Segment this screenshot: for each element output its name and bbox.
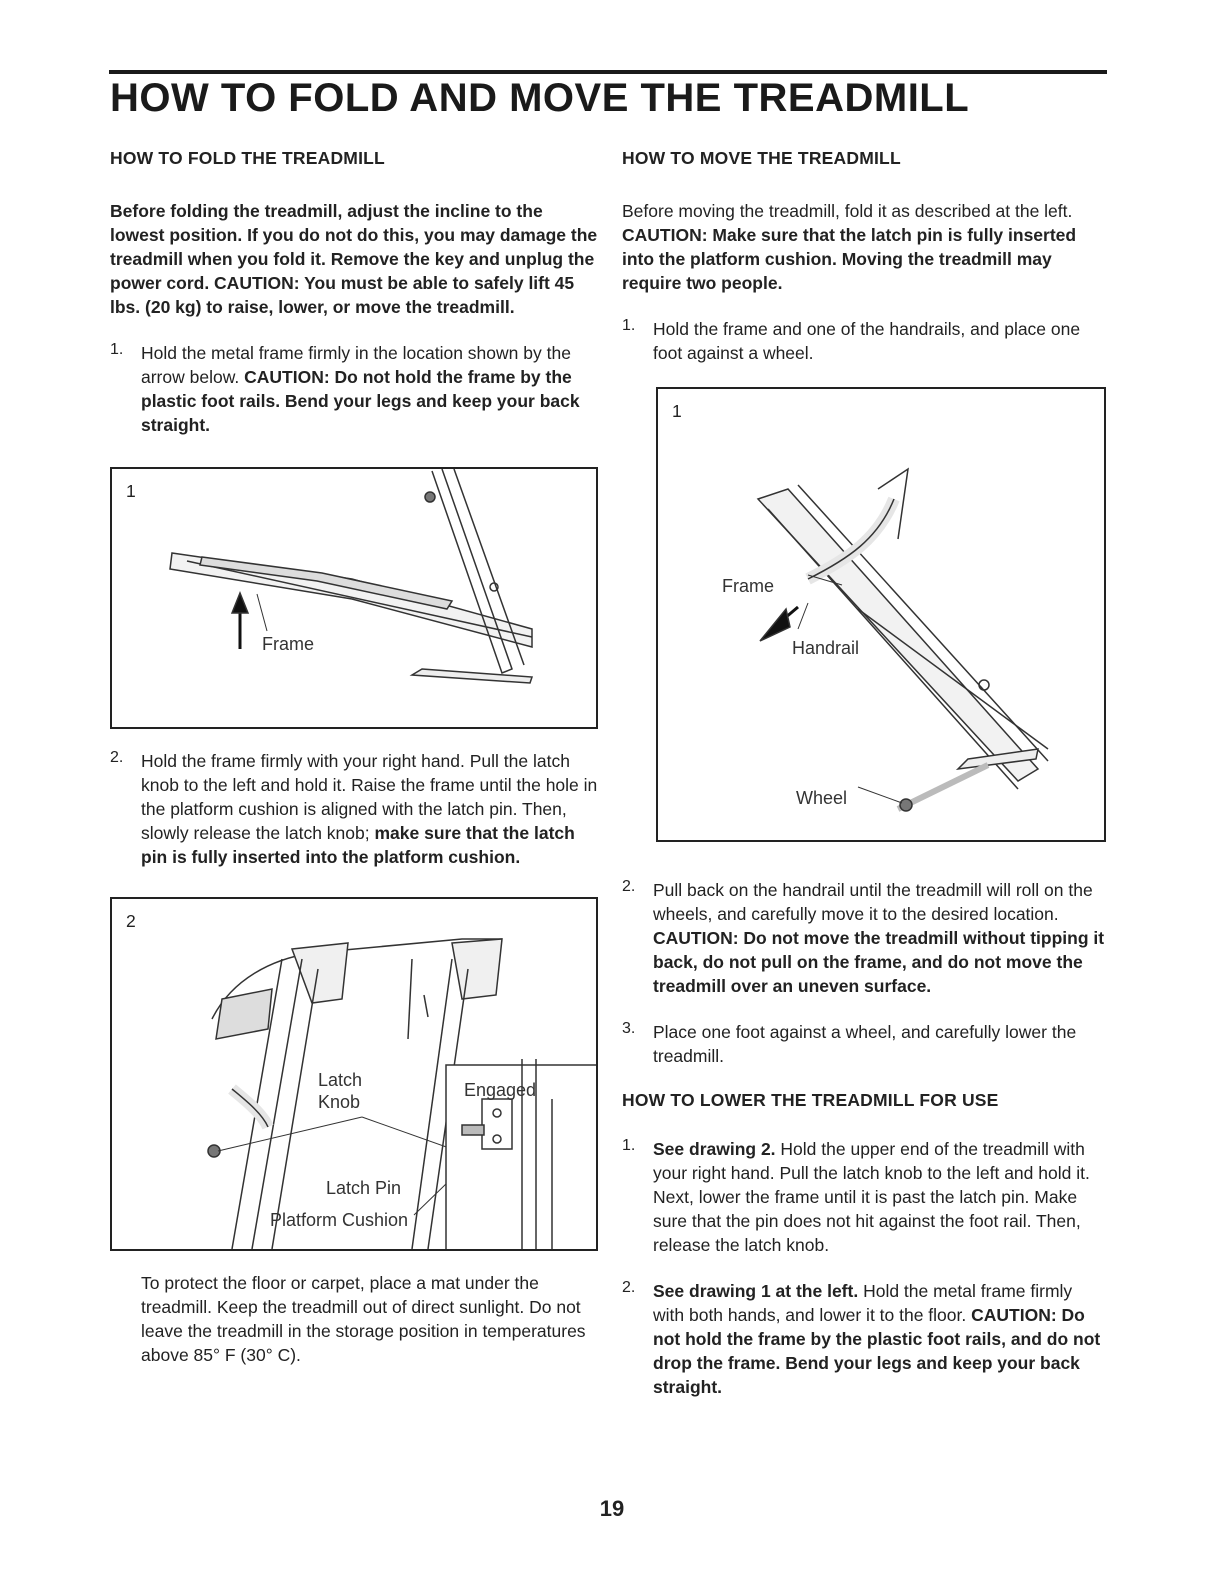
page-number: 19 bbox=[599, 1496, 625, 1521]
label-frame: Frame bbox=[722, 576, 775, 596]
label-latch-pin: Latch Pin bbox=[326, 1178, 402, 1198]
move-step-3 bbox=[622, 1020, 1108, 1068]
move-step-1 bbox=[622, 317, 1108, 365]
step-text: See drawing 1 at the left. Hold the metal frame firmly with both hands, and lower it to the floor. CAUTION: Do not hold the frame by the plastic foot rails, and do not drop the frame. Bend your legs and keep your back straight. bbox=[653, 1281, 1101, 1397]
label-engaged: Engaged bbox=[464, 1080, 537, 1100]
label-latch: Latch bbox=[318, 1070, 363, 1090]
lower-step-2 bbox=[622, 1279, 1108, 1399]
step-text: Hold the metal frame firmly in the location shown by the arrow below. CAUTION: Do not hold the frame by the plastic foot rails. Bend your legs and keep your back straight. bbox=[141, 343, 580, 435]
step-number: 2. bbox=[622, 878, 636, 895]
figure-number: 2 bbox=[126, 911, 136, 931]
figure-fold-2 bbox=[110, 897, 598, 1251]
step-number: 2. bbox=[110, 749, 124, 766]
step-text: Hold the frame firmly with your right hand. Pull the latch knob to the left and hold it. Raise the frame until the hole in the platform cushion is aligned with the latch pin. Then, slowly release the latch knob; make sure that the latch pin is fully inserted into the platform cushion. bbox=[141, 751, 598, 867]
step-text: Pull back on the handrail until the treadmill will roll on the wheels, and carefully move it to the desired location. CAUTION: Do not move the treadmill without tipping it back, do not pull on the frame, and do not move the treadmill over an uneven surface. bbox=[653, 880, 1105, 996]
page-title: HOW TO FOLD AND MOVE THE TREADMILL bbox=[110, 76, 970, 120]
label-frame: Frame bbox=[262, 634, 315, 654]
lower-heading: HOW TO LOWER THE TREADMILL FOR USE bbox=[622, 1090, 999, 1110]
label-wheel: Wheel bbox=[796, 788, 848, 808]
label-knob: Knob bbox=[318, 1092, 361, 1112]
treadmill-folded-drawing bbox=[112, 469, 596, 727]
step-number: 1. bbox=[622, 317, 636, 334]
fold-heading: HOW TO FOLD THE TREADMILL bbox=[110, 148, 385, 168]
figure-number: 1 bbox=[126, 481, 136, 501]
move-intro: Before moving the treadmill, fold it as described at the left. CAUTION: Make sure that the latch pin is fully inserted into the platform cushion. Moving the treadmill may require two people. bbox=[622, 201, 1077, 293]
step-number: 1. bbox=[110, 341, 124, 358]
lower-step-1 bbox=[622, 1137, 1108, 1257]
figure-fold-1 bbox=[110, 467, 598, 729]
step-text: Hold the frame and one of the handrails, and place one foot against a wheel. bbox=[653, 319, 1081, 363]
move-step-2 bbox=[622, 878, 1108, 998]
move-heading: HOW TO MOVE THE TREADMILL bbox=[622, 148, 901, 168]
fold-section bbox=[110, 148, 598, 1367]
step-number: 1. bbox=[622, 1137, 636, 1154]
fold-step-1 bbox=[110, 341, 598, 437]
step-number: 2. bbox=[622, 1279, 636, 1296]
treadmill-moving-drawing bbox=[658, 389, 1104, 840]
move-section bbox=[622, 148, 1108, 1421]
label-handrail: Handrail bbox=[792, 638, 860, 658]
step-number: 3. bbox=[622, 1020, 636, 1037]
label-platform-cushion: Platform Cushion bbox=[270, 1210, 409, 1230]
fold-intro: Before folding the treadmill, adjust the incline to the lowest position. If you do not do this, you may damage the treadmill when you fold it. Remove the key and unplug the power cord. CAUTION: You must be able to safely lift 45 lbs. (20 kg) to raise, lower, or move the treadmill. bbox=[110, 201, 598, 317]
figure-number: 1 bbox=[672, 401, 682, 421]
step-text: Place one foot against a wheel, and carefully lower the treadmill. bbox=[653, 1022, 1077, 1066]
figure-move-1 bbox=[656, 387, 1106, 842]
title-rule bbox=[109, 70, 1107, 74]
storage-note: To protect the floor or carpet, place a mat under the treadmill. Keep the treadmill out of direct sunlight. Do not leave the treadmill in the storage position in temperatures above 85° F (30° C). bbox=[141, 1273, 586, 1365]
fold-step-2 bbox=[110, 749, 598, 869]
step-text: See drawing 2. Hold the upper end of the treadmill with your right hand. Pull the latch knob to the left and hold it. Next, lower the frame until it is past the latch pin. Make sure that the pin does not hit against the foot rail. Then, release the latch knob. bbox=[653, 1139, 1090, 1255]
